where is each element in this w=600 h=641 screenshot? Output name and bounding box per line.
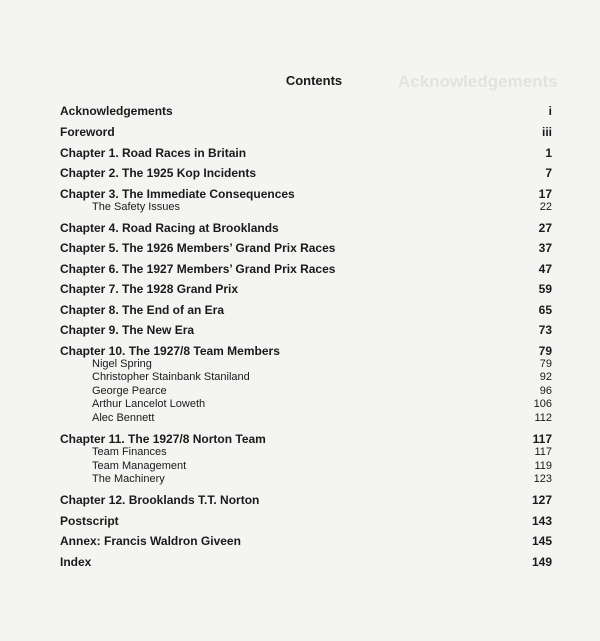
toc-page-number: 27 (538, 221, 552, 235)
toc-subentry (60, 201, 552, 215)
toc-entry (60, 146, 552, 160)
toc-entry (60, 282, 552, 296)
toc-page-number: 149 (531, 555, 552, 569)
toc-entry-title: Chapter 11. The 1927/8 Norton Team (60, 432, 266, 446)
toc-entry-title: Chapter 3. The Immediate Consequences (60, 187, 295, 201)
toc-page-number: 59 (538, 282, 552, 296)
toc-entry-title: Chapter 5. The 1926 Members’ Grand Prix Races (60, 241, 336, 255)
toc-page-number: iii (541, 125, 552, 139)
toc-page-number: 119 (534, 460, 552, 472)
toc-entry (60, 514, 552, 528)
toc-entry (60, 241, 552, 255)
toc-entry (60, 493, 552, 507)
toc-subentry (60, 398, 552, 412)
toc-page-number: 106 (533, 398, 552, 410)
toc-page-number: 117 (532, 432, 552, 446)
contents-title: Contents (285, 73, 343, 88)
toc-entry-title: Team Management (92, 460, 187, 472)
toc-entry (60, 187, 552, 201)
toc-entry-title: Chapter 12. Brooklands T.T. Norton (60, 493, 260, 507)
toc-page-number: 96 (539, 385, 552, 397)
toc-page-number: 65 (538, 303, 552, 317)
toc-page-number: 145 (531, 534, 552, 548)
toc-entry (60, 555, 552, 569)
toc-page-number: i (548, 104, 552, 118)
toc-entry-title: Arthur Lancelot Loweth (92, 398, 206, 410)
toc-entry-title: Annex: Francis Waldron Giveen (60, 534, 241, 548)
toc-entry-title: The Machinery (92, 473, 165, 485)
toc-entry-title: George Pearce (92, 385, 167, 397)
toc-entry (60, 303, 552, 317)
toc-subentry (60, 446, 552, 460)
toc-page-number: 117 (534, 446, 552, 458)
toc-entry-title: The Safety Issues (92, 201, 181, 213)
toc-page-number: 73 (538, 323, 552, 337)
toc-entry (60, 125, 552, 139)
toc-entry-title: Alec Bennett (92, 412, 155, 424)
toc-subentry (60, 460, 552, 474)
toc-entry-title: Chapter 7. The 1928 Grand Prix (60, 282, 239, 296)
toc-entry-title: Chapter 8. The End of an Era (60, 303, 225, 317)
toc-entry (60, 344, 552, 358)
toc-entry-title: Chapter 6. The 1927 Members’ Grand Prix Races (60, 262, 336, 276)
toc-entry-title: Nigel Spring (92, 358, 152, 370)
toc-entry (60, 534, 552, 548)
toc-entry-title: Chapter 2. The 1925 Kop Incidents (60, 166, 257, 180)
toc-entry-title: Chapter 4. Road Racing at Brooklands (60, 221, 279, 235)
toc-page-number: 123 (533, 473, 552, 485)
toc-entry-title: Chapter 1. Road Races in Britain (60, 146, 247, 160)
toc-subentry (60, 358, 552, 372)
toc-page-number: 79 (539, 358, 552, 370)
toc-page-number: 22 (539, 201, 552, 213)
toc-entry-title: Chapter 9. The New Era (60, 323, 195, 337)
toc-page-number: 7 (545, 166, 552, 180)
toc-page-number: 92 (539, 371, 552, 383)
toc-page-number: 79 (538, 344, 552, 358)
toc-page-number: 17 (538, 187, 552, 201)
toc-subentry (60, 473, 552, 487)
toc-entry (60, 262, 552, 276)
toc-page-number: 37 (538, 241, 552, 255)
toc-entry-title: Foreword (60, 125, 115, 139)
toc-subentry (60, 371, 552, 385)
toc-entry-title: Postscript (60, 514, 119, 528)
toc-page-number: 1 (545, 146, 552, 160)
toc-entry (60, 221, 552, 235)
toc-entry-title: Acknowledgements (60, 104, 173, 118)
toc-page-number: 143 (531, 514, 552, 528)
bleed-through-heading: Acknowledgements (398, 72, 558, 91)
toc-entry-title: Team Finances (92, 446, 167, 458)
toc-entry (60, 432, 552, 446)
toc-subentry (60, 412, 552, 426)
toc-entry-title: Index (60, 555, 92, 569)
toc-entry (60, 323, 552, 337)
toc-page-number: 112 (534, 412, 552, 424)
toc-entry-title: Christopher Stainbank Staniland (92, 371, 250, 383)
toc-page-number: 47 (538, 262, 552, 276)
toc-subentry (60, 385, 552, 399)
toc-entry (60, 104, 552, 118)
toc-page-number: 127 (531, 493, 552, 507)
toc-entry (60, 166, 552, 180)
toc-entry-title: Chapter 10. The 1927/8 Team Members (60, 344, 280, 358)
